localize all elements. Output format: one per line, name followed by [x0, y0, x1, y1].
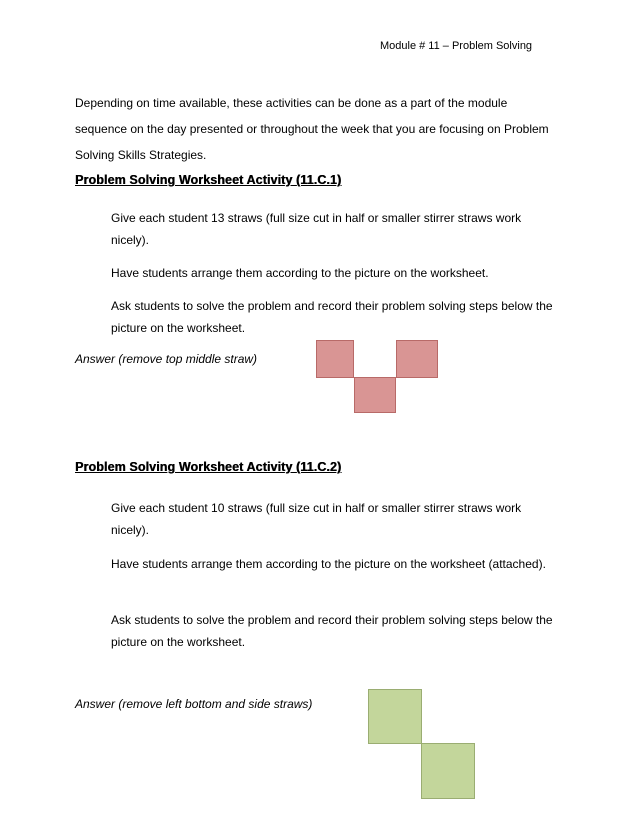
activity-2-answer: Answer (remove left bottom and side straws)	[75, 697, 313, 711]
green-square-bottom	[421, 743, 475, 799]
activity-1-step-2: Have students arrange them according to the picture on the worksheet.	[111, 266, 489, 280]
green-square-top	[368, 689, 422, 744]
red-square-left	[316, 340, 354, 378]
page-header: Module # 11 – Problem Solving	[380, 40, 533, 52]
activity-1-title: Problem Solving Worksheet Activity (11.C.1)	[75, 173, 342, 187]
activity-1-answer-figure	[316, 340, 440, 414]
activity-2-step-2: Have students arrange them according to the picture on the worksheet (attached).	[111, 557, 546, 571]
activity-2-step-3: Ask students to solve the problem and record their problem solving steps below the picture on the worksheet.	[111, 613, 553, 649]
activity-1-answer: Answer (remove top middle straw)	[75, 352, 258, 366]
activity-1-step-3: Ask students to solve the problem and record their problem solving steps below the picture on the worksheet.	[111, 299, 553, 335]
intro-paragraph: Depending on time available, these activities can be done as a part of the module sequence on the day presented or throughout the week that you are focusing on Problem Solving Skills Strategies.	[75, 96, 549, 162]
activity-2-step-1: Give each student 10 straws (full size cut in half or smaller stirrer straws work nicely).	[111, 501, 522, 537]
red-square-bottom	[354, 377, 396, 413]
activity-1-step-1: Give each student 13 straws (full size cut in half or smaller stirrer straws work nicely).	[111, 211, 522, 247]
activity-2-answer-figure	[368, 689, 476, 801]
activity-2-title: Problem Solving Worksheet Activity (11.C.2)	[75, 460, 342, 474]
red-square-right	[396, 340, 438, 378]
